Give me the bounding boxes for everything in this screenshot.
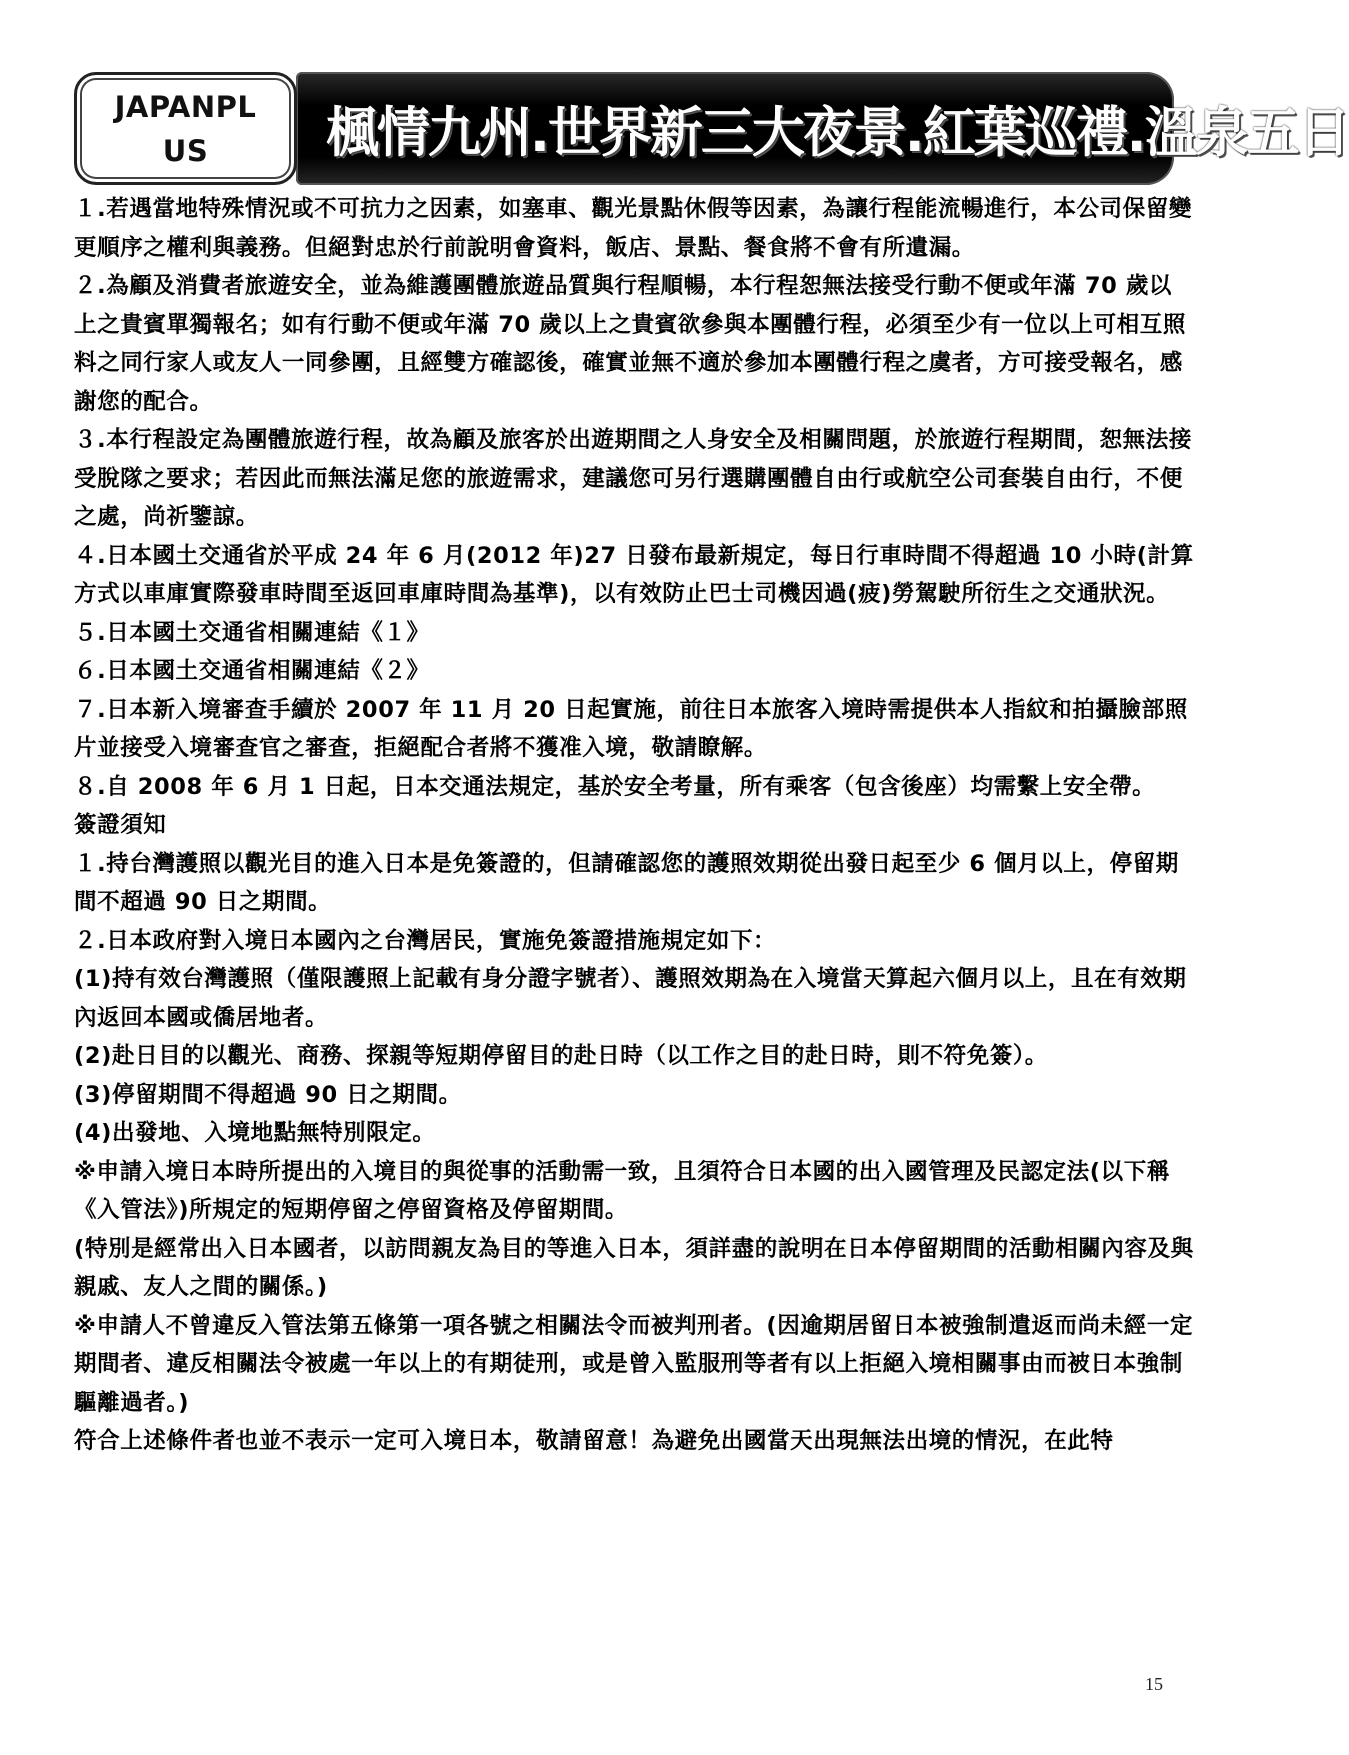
visa-rule-2: (2)赴日目的以觀光、商務、探親等短期停留目的赴日時（以工作之目的赴日時，則不符免簽）。 (74, 1043, 1048, 1069)
notice-item-7: ７.日本新入境審查手續於 2007 年 11 月 20 日起實施，前往日本旅客入境時需提供本人指紋和拍攝臉部照片並接受入境審查官之審查，拒絕配合者將不獲准入境，敬請瞭解。 (74, 696, 1188, 761)
visa-rule-1: (1)持有效台灣護照（僅限護照上記載有身分證字號者）、護照效期為在入境當天算起六個月以上，且在有效期內返回本國或僑居地者。 (74, 966, 1187, 1031)
notice-item-2: ２.為顧及消費者旅遊安全，並為維護團體旅遊品質與行程順暢，本行程恕無法接受行動不便或年滿 70 歲以上之貴賓單獨報名；如有行動不便或年滿 70 歲以上之貴賓欲參與本團體行程，必須至少有一位以上可相互照料之同行家人或友人一同參團，且經雙方確認後，確實並無不適於參加本團體行程之虞者，方可接受報名，感謝您的配合。 (74, 273, 1186, 415)
visa-section-heading: 簽證須知 (74, 812, 167, 838)
page-header (74, 72, 1349, 189)
visa-rule-4: (4)出發地、入境地點無特別限定。 (74, 1120, 436, 1146)
visa-item-2: ２.日本政府對入境日本國內之台灣居民，實施免簽證措施規定如下： (74, 927, 777, 954)
notice-link-1[interactable]: ５.日本國土交通省相關連結《１》 (74, 619, 430, 646)
notice-item-1: １.若遇當地特殊情況或不可抗力之因素，如塞車、觀光景點休假等因素，為讓行程能流暢進行，本公司保留變更順序之權利與義務。但絕對忠於行前說明會資料，飯店、景點、餐食將不會有所遺漏。 (74, 196, 1192, 261)
notice-item-3: ３.本行程設定為團體旅遊行程，故為顧及旅客於出遊期間之人身安全及相關問題，於旅遊行程期間，恕無法接受脫隊之要求；若因此而無法滿足您的旅遊需求，建議您可另行選購團體自由行或航空公司套裝自由行，不便之處，尚祈鑒諒。 (74, 427, 1192, 530)
visa-note-4: 符合上述條件者也並不表示一定可入境日本，敬請留意！為避免出國當天出現無法出境的情況，在此特 (74, 1428, 1114, 1454)
notice-item-8: ８.自 2008 年 6 月 1 日起，日本交通法規定，基於安全考量，所有乘客（包含後座）均需繫上安全帶。 (74, 773, 1156, 800)
brand-name: JAPANPLUS (114, 89, 257, 168)
page-number: 15 (1145, 1674, 1163, 1694)
notice-link-2[interactable]: ６.日本國土交通省相關連結《２》 (74, 658, 430, 684)
visa-item-1: １.持台灣護照以觀光目的進入日本是免簽證的，但請確認您的護照效期從出發日起至少 6 個月以上，停留期間不超過 90 日之期間。 (74, 850, 1179, 915)
brand-logo-box (74, 72, 297, 185)
visa-note-1: ※申請入境日本時所提出的入境目的與從事的活動需一致，且須符合日本國的出入國管理及民認定法(以下稱《入管法》)所規定的短期停留之停留資格及停留期間。 (74, 1158, 1170, 1223)
title-banner (296, 72, 1349, 185)
tour-title: 楓情九州.世界新三大夜景.紅葉巡禮.溫泉五日 (326, 101, 1349, 164)
visa-note-3: ※申請人不曾違反入管法第五條第一項各號之相關法令而被判刑者。(因逾期居留日本被強制遣返而尚未經一定期間者、違反相關法令被處一年以上的有期徒刑，或是曾入監服刑等者有以上拒絕入境相關事由而被日本強制驅離過者。) (74, 1312, 1194, 1416)
document-body (74, 190, 1194, 1461)
visa-note-2: (特別是經常出入日本國者，以訪問親友為目的等進入日本，須詳盡的說明在日本停留期間的活動相關內容及與親戚、友人之間的關係。) (74, 1235, 1194, 1300)
visa-rule-3: (3)停留期間不得超過 90 日之期間。 (74, 1081, 462, 1108)
notice-item-4: ４.日本國土交通省於平成 24 年 6 月(2012 年)27 日發布最新規定，每日行車時間不得超過 10 小時(計算方式以車庫實際發車時間至返回車庫時間為基準)，以有效防止巴士司機因過(疲)勞駕駛所衍生之交通狀況。 (74, 542, 1194, 607)
